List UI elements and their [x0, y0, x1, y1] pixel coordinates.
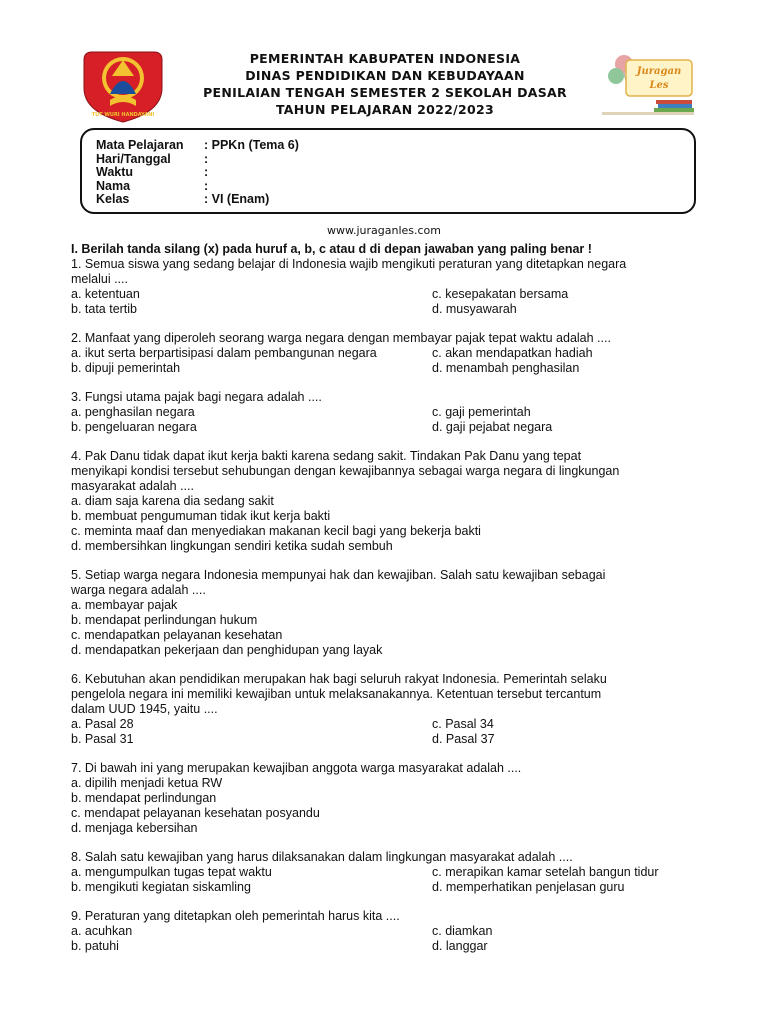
answer-option: c. akan mendapatkan hadiah: [432, 346, 593, 360]
answer-option: a. penghasilan negara: [71, 405, 195, 419]
answer-option: c. gaji pemerintah: [432, 405, 531, 419]
info-label: Hari/Tanggal: [96, 152, 171, 166]
tut-wuri-handayani-logo-icon: [80, 48, 166, 124]
answer-option: d. memperhatikan penjelasan guru: [432, 880, 625, 894]
question-1: [71, 257, 691, 317]
answer-option: b. mendapat perlindungan hukum: [71, 613, 258, 627]
answer-options: [71, 405, 691, 435]
question-9: [71, 909, 691, 954]
answer-option: d. gaji pejabat negara: [432, 420, 553, 434]
answer-option: b. mengikuti kegiatan siskamling: [71, 880, 251, 894]
info-label: Waktu: [96, 165, 134, 179]
info-value: : PPKn (Tema 6): [204, 138, 299, 152]
answer-option: b. mendapat perlindungan: [71, 791, 217, 805]
header-title-block: [170, 50, 600, 118]
svg-text:TUT WURI HANDAYANI: TUT WURI HANDAYANI: [91, 112, 155, 118]
answer-options: [71, 717, 691, 747]
answer-option: b. tata tertib: [71, 302, 138, 316]
svg-text:Les: Les: [649, 80, 669, 91]
answer-option: a. ketentuan: [71, 287, 140, 301]
header-line-4: TAHUN PELAJARAN 2022/2023: [275, 102, 495, 117]
question-2: [71, 331, 691, 376]
answer-option: a. Pasal 28: [71, 717, 134, 731]
question-text: 8. Salah satu kewajiban yang harus dilaksanakan dalam lingkungan masyarakat adalah ....: [71, 850, 573, 864]
answer-option: c. merapikan kamar setelah bangun tidur: [432, 865, 659, 879]
answer-option: c. mendapatkan pelayanan kesehatan: [71, 628, 283, 642]
answer-option: d. membersihkan lingkungan sendiri ketika sudah sembuh: [71, 539, 393, 553]
info-label: Nama: [96, 179, 131, 193]
info-row-name: [96, 179, 208, 193]
info-row-subject: [96, 138, 299, 152]
answer-option: a. acuhkan: [71, 924, 133, 938]
answer-option: a. mengumpulkan tugas tepat waktu: [71, 865, 272, 879]
answer-option: b. membuat pengumuman tidak ikut kerja bakti: [71, 509, 331, 523]
answer-option: d. Pasal 37: [432, 732, 495, 746]
answer-option: b. pengeluaran negara: [71, 420, 197, 434]
info-label: Kelas: [96, 192, 130, 206]
answer-option: c. Pasal 34: [432, 717, 494, 731]
question-7: [71, 761, 691, 836]
answer-option: a. ikut serta berpartisipasi dalam pembangunan negara: [71, 346, 377, 360]
info-row-time: [96, 165, 208, 179]
header-line-3: PENILAIAN TENGAH SEMESTER 2 SEKOLAH DASAR: [203, 85, 567, 100]
answer-options: [71, 865, 691, 895]
question-text: 6. Kebutuhan akan pendidikan merupakan hak bagi seluruh rakyat Indonesia. Pemerintah selaku pengelola negara ini memiliki kewajiban untuk melaksanakannya. Ketentuan tersebut tercantum dalam UUD 1945, yaitu ....: [71, 672, 607, 716]
instruction-text: I. Berilah tanda silang (x) pada huruf a, b, c atau d di depan jawaban yang paling benar !: [71, 242, 592, 256]
info-row-date: [96, 152, 208, 166]
question-4: [71, 449, 691, 554]
answer-option: c. meminta maaf dan menyediakan makanan kecil bagi yang bekerja bakti: [71, 524, 481, 538]
answer-options: [71, 924, 691, 954]
answer-option: a. membayar pajak: [71, 598, 178, 612]
info-row-class: [96, 192, 269, 206]
answer-option: a. diam saja karena dia sedang sakit: [71, 494, 274, 508]
question-8: [71, 850, 691, 895]
student-info-box: [80, 128, 696, 214]
answer-options: [71, 287, 691, 317]
info-value: :: [204, 165, 209, 179]
answer-options: [71, 494, 691, 554]
juragan-les-logo-icon: [598, 46, 698, 118]
info-value: :: [204, 152, 209, 166]
header-line-2: DINAS PENDIDIKAN DAN KEBUDAYAAN: [245, 68, 525, 83]
question-text: 4. Pak Danu tidak dapat ikut kerja bakti karena sedang sakit. Tindakan Pak Danu yang tepat menyikapi kondisi tersebut sehubungan dengan kewajibannya sebagai warga negara di lingkungan masyarakat adalah ....: [71, 449, 620, 493]
answer-option: c. kesepakatan bersama: [432, 287, 569, 301]
question-text: 1. Semua siswa yang sedang belajar di Indonesia wajib mengikuti peraturan yang ditetapkan negara melalui ....: [71, 257, 627, 286]
question-text: 7. Di bawah ini yang merupakan kewajiban anggota warga masyarakat adalah ....: [71, 761, 522, 775]
answer-option: c. diamkan: [432, 924, 493, 938]
question-section: [71, 242, 691, 968]
answer-option: b. patuhi: [71, 939, 119, 953]
header-line-1: PEMERINTAH KABUPATEN INDONESIA: [249, 51, 521, 66]
answer-options: [71, 776, 691, 836]
answer-option: d. musyawarah: [432, 302, 517, 316]
answer-option: b. dipuji pemerintah: [71, 361, 181, 375]
answer-option: a. dipilih menjadi ketua RW: [71, 776, 223, 790]
question-6: [71, 672, 691, 747]
document-header: [0, 0, 768, 124]
answer-option: c. mendapat pelayanan kesehatan posyandu: [71, 806, 320, 820]
info-value: : VI (Enam): [204, 192, 270, 206]
question-text: 5. Setiap warga negara Indonesia mempunyai hak dan kewajiban. Salah satu kewajiban sebagai warga negara adalah ....: [71, 568, 606, 597]
answer-option: b. Pasal 31: [71, 732, 134, 746]
website-url: www.juraganles.com: [326, 224, 441, 237]
question-3: [71, 390, 691, 435]
answer-option: d. menambah penghasilan: [432, 361, 580, 375]
question-text: 2. Manfaat yang diperoleh seorang warga negara dengan membayar pajak tepat waktu adalah ....: [71, 331, 611, 345]
question-text: 9. Peraturan yang ditetapkan oleh pemerintah harus kita ....: [71, 909, 400, 923]
answer-option: d. menjaga kebersihan: [71, 821, 198, 835]
info-value: :: [204, 179, 209, 193]
svg-text:Juragan: Juragan: [636, 66, 682, 77]
answer-options: [71, 346, 691, 376]
info-label: Mata Pelajaran: [96, 138, 184, 152]
answer-option: d. mendapatkan pekerjaan dan penghidupan yang layak: [71, 643, 383, 657]
answer-option: d. langgar: [432, 939, 488, 953]
question-5: [71, 568, 691, 658]
question-text: 3. Fungsi utama pajak bagi negara adalah ....: [71, 390, 322, 404]
answer-options: [71, 598, 691, 658]
